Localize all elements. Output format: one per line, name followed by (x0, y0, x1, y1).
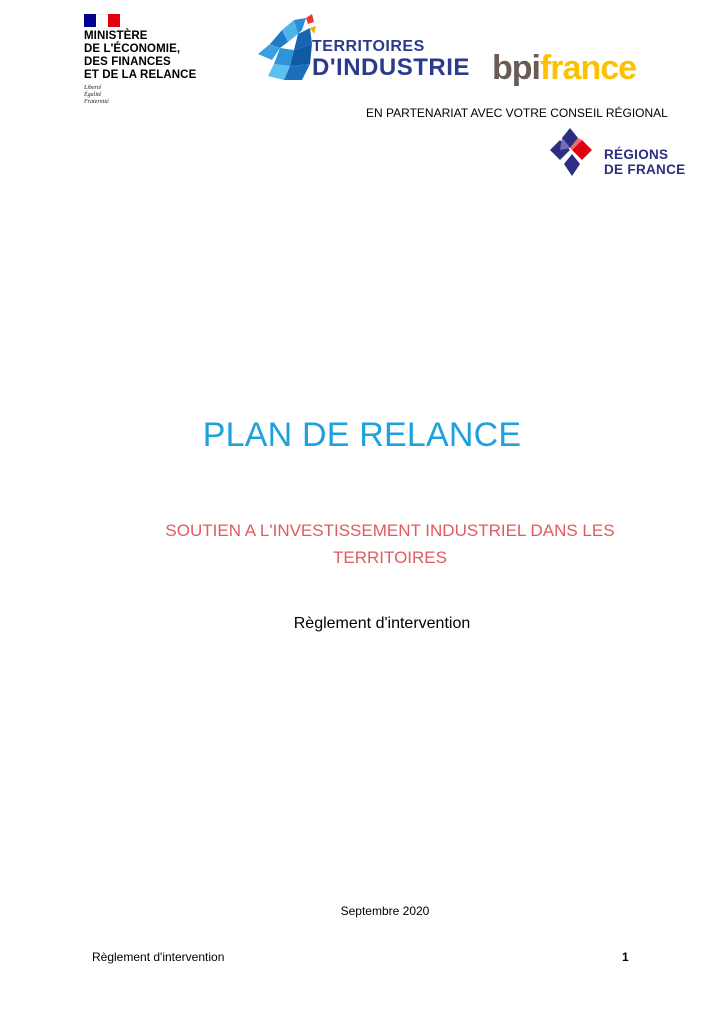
regions-logo-text (604, 147, 685, 177)
ministry-line: MINISTÈRE (84, 30, 148, 42)
french-flag-icon (84, 14, 120, 27)
subtitle-line2: TERRITOIRES (333, 548, 447, 567)
territoires-line1: TERRITOIRES (312, 38, 425, 55)
ministry-line: DE L'ÉCONOMIE, (84, 43, 181, 55)
regions-diamond-icon (548, 126, 598, 178)
ministry-line: ET DE LA RELANCE (84, 69, 197, 81)
motto-line: Fraternité (84, 99, 109, 105)
bpi-part2: france (539, 49, 637, 87)
subtitle-line1: SOUTIEN A L'INVESTISSEMENT INDUSTRIEL DANS LES (165, 521, 615, 540)
page-title: PLAN DE RELANCE (202, 416, 522, 454)
ministry-line: DES FINANCES (84, 56, 171, 68)
bpifrance-logo (492, 48, 636, 88)
motto-line: Égalité (84, 92, 102, 98)
bpi-part1: bpi (492, 49, 540, 87)
document-date: Septembre 2020 (340, 904, 430, 918)
republic-motto (84, 85, 109, 106)
ministry-name (84, 30, 196, 82)
partnership-text: EN PARTENARIAT AVEC VOTRE CONSEIL RÉGIONAL (366, 106, 668, 120)
footer-label: Règlement d'intervention (92, 950, 225, 964)
regions-line2: DE FRANCE (604, 162, 686, 177)
page-number: 1 (622, 950, 629, 964)
territoires-line2: D'INDUSTRIE (312, 54, 470, 81)
territoires-logo-text (312, 38, 470, 81)
subtitle (100, 517, 680, 571)
document-type: Règlement d'intervention (293, 615, 471, 632)
regions-line1: RÉGIONS (604, 147, 669, 162)
motto-line: Liberté (84, 85, 102, 91)
